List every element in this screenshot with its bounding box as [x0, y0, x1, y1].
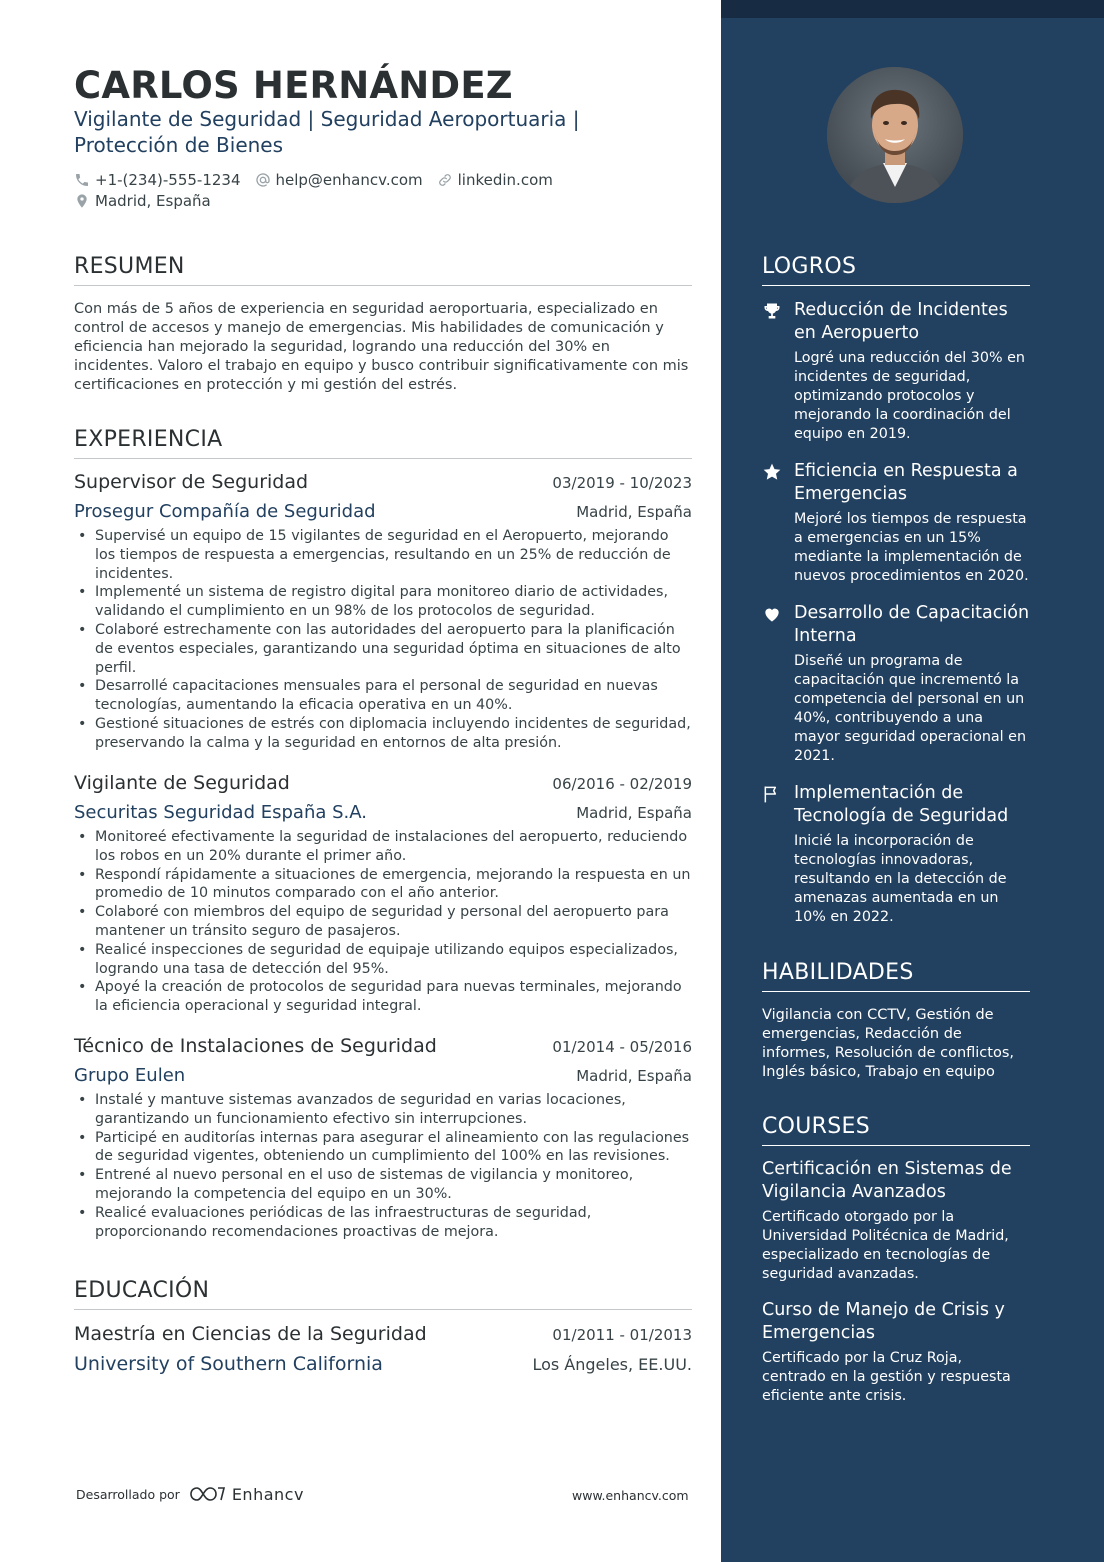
- job-entry: [74, 772, 692, 1016]
- profile-photo: [827, 67, 963, 203]
- heart-icon: [762, 604, 782, 624]
- achievement-item: [762, 460, 1032, 586]
- job-location: Madrid, España: [576, 804, 692, 822]
- achievements-heading: LOGROS: [762, 254, 1030, 286]
- job-bullets: [74, 828, 692, 1016]
- job-location: Madrid, España: [576, 503, 692, 521]
- job-bullet: • Colaboré con miembros del equipo de seguridad y personal del aeropuerto para mantener un tránsito seguro de pasajeros.: [74, 903, 692, 941]
- achievement-title: Reducción de Incidentes en Aeropuerto: [794, 300, 1008, 343]
- experience-heading: EXPERIENCIA: [74, 427, 692, 459]
- job-bullet: • Desarrollé capacitaciones mensuales para el personal de seguridad en nuevas tecnologías, aumentando la eficacia operativa en un 40%.: [74, 677, 692, 715]
- achievement-title: Eficiencia en Respuesta a Emergencias: [794, 461, 1018, 504]
- education-entry: [74, 1323, 692, 1375]
- footer-website[interactable]: www.enhancv.com: [572, 1488, 689, 1503]
- footer-branding: [76, 1484, 304, 1504]
- job-company: Prosegur Compañía de Seguridad: [74, 501, 376, 522]
- skills-heading: HABILIDADES: [762, 960, 1030, 992]
- job-entry: [74, 1035, 692, 1241]
- job-company: Securitas Seguridad España S.A.: [74, 802, 367, 823]
- avatar-illustration: [827, 67, 963, 203]
- phone-icon: [74, 172, 90, 188]
- job-bullet: • Realicé inspecciones de seguridad de equipaje utilizando equipos especializados, logrando una tasa de detección del 95%.: [74, 941, 692, 979]
- linkedin-text: linkedin.com: [457, 171, 553, 189]
- achievement-title: Implementación de Tecnología de Seguridad: [794, 783, 1009, 826]
- achievement-item: [762, 782, 1032, 927]
- course-item: [762, 1158, 1030, 1284]
- job-bullet: • Monitoreé efectivamente la seguridad de instalaciones del aeropuerto, reduciendo los robos en un 20% durante el primer año.: [74, 828, 692, 866]
- job-title: Vigilante de Seguridad: [74, 772, 290, 794]
- job-bullet: • Entrené al nuevo personal en el uso de sistemas de vigilancia y monitoreo, mejorando la competencia del equipo en un 30%.: [74, 1166, 692, 1204]
- candidate-name: CARLOS HERNÁNDEZ: [74, 64, 513, 107]
- skills-text: Vigilancia con CCTV, Gestión de emergencias, Redacción de informes, Resolución de conflictos, Inglés básico, Trabajo en equipo: [762, 1007, 1015, 1080]
- brand-name: Enhancv: [231, 1484, 304, 1504]
- sidebar-top-band: [721, 0, 1104, 18]
- education-heading: EDUCACIÓN: [74, 1278, 692, 1310]
- job-bullet: • Realicé evaluaciones periódicas de las infraestructuras de seguridad, proporcionando recomendaciones proactivas de mejora.: [74, 1204, 692, 1242]
- flag-icon: [762, 784, 782, 804]
- job-title: Supervisor de Seguridad: [74, 471, 309, 493]
- job-bullet: • Participé en auditorías internas para asegurar el alineamiento con las regulaciones de seguridad vigentes, obteniendo un cumplimiento del 100% en las revisiones.: [74, 1129, 692, 1167]
- phone-text: +1-(234)-555-1234: [95, 171, 241, 189]
- at-icon: [255, 172, 271, 188]
- summary-heading: RESUMEN: [74, 254, 692, 286]
- achievement-title: Desarrollo de Capacitación Interna: [794, 603, 1030, 646]
- job-dates: 06/2016 - 02/2019: [552, 775, 692, 793]
- contact-phone: [74, 171, 241, 189]
- email-text: help@enhancv.com: [275, 171, 423, 189]
- school-name: University of Southern California: [74, 1353, 383, 1375]
- contact-email[interactable]: [255, 171, 423, 189]
- job-bullets: [74, 527, 692, 753]
- link-icon: [437, 172, 453, 188]
- job-bullet: • Colaboré estrechamente con las autoridades del aeropuerto para la planificación de eventos especiales, garantizando una seguridad óptima en situaciones de alto perfil.: [74, 621, 692, 677]
- course-text: Certificado otorgado por la Universidad Politécnica de Madrid, especializado en tecnologías de seguridad avanzadas.: [762, 1209, 1009, 1282]
- job-bullet: • Supervisé un equipo de 15 vigilantes de seguridad en el Aeropuerto, mejorando los tiempos de respuesta a emergencias, resultando en un 25% de reducción de incidentes.: [74, 527, 692, 583]
- course-title: Certificación en Sistemas de Vigilancia Avanzados: [762, 1159, 1012, 1202]
- trophy-icon: [762, 301, 782, 321]
- degree-title: Maestría en Ciencias de la Seguridad: [74, 1323, 427, 1345]
- job-bullet: • Apoyé la creación de protocolos de seguridad para nuevas terminales, mejorando la eficiencia operacional y seguridad integral.: [74, 978, 692, 1016]
- powered-by-label: Desarrollado por: [76, 1486, 180, 1502]
- contact-linkedin[interactable]: [437, 171, 553, 189]
- course-text: Certificado por la Cruz Roja, centrado en la gestión y respuesta eficiente ante crisis.: [762, 1350, 1011, 1404]
- location-pin-icon: [74, 193, 90, 209]
- courses-heading: COURSES: [762, 1114, 1030, 1146]
- contact-row-2: [74, 192, 225, 210]
- job-bullet: • Implementé un sistema de registro digital para monitoreo diario de actividades, validando el cumplimiento en un 98% de los protocolos de seguridad.: [74, 583, 692, 621]
- job-location: Madrid, España: [576, 1067, 692, 1085]
- job-bullet: • Gestioné situaciones de estrés con diplomacia incluyendo incidentes de seguridad, preservando la calma y la seguridad en entornos de alta presión.: [74, 715, 692, 753]
- education-dates: 01/2011 - 01/2013: [552, 1326, 692, 1344]
- course-item: [762, 1299, 1030, 1406]
- achievement-text: Mejoré los tiempos de respuesta a emergencias en un 15% mediante la implementación de nuevos procedimientos en 2020.: [794, 511, 1029, 584]
- achievement-text: Diseñé un programa de capacitación que incrementó la competencia del personal en un 40%, contribuyendo a una mayor seguridad operacional en 2021.: [794, 653, 1027, 764]
- school-location: Los Ángeles, EE.UU.: [532, 1355, 692, 1374]
- job-title: Técnico de Instalaciones de Seguridad: [74, 1035, 437, 1057]
- job-bullet: • Instalé y mantuve sistemas avanzados de seguridad en varias locaciones, garantizando un funcionamiento efectivo sin interrupciones.: [74, 1091, 692, 1129]
- job-dates: 01/2014 - 05/2016: [552, 1038, 692, 1056]
- job-company: Grupo Eulen: [74, 1065, 186, 1086]
- enhancv-logo-icon: [188, 1484, 228, 1504]
- achievement-text: Logré una reducción del 30% en incidentes de seguridad, optimizando protocolos y mejorando la coordinación del equipo en 2019.: [794, 350, 1025, 442]
- contact-location: [74, 192, 211, 210]
- contact-row: [74, 171, 567, 189]
- course-title: Curso de Manejo de Crisis y Emergencias: [762, 1300, 1005, 1343]
- achievement-item: [762, 602, 1032, 766]
- summary-text: Con más de 5 años de experiencia en seguridad aeroportuaria, especializado en control de accesos y manejo de emergencias. Mis habilidades de comunicación y eficiencia han mejorado la seguridad, logrando una reducción del 30% en incidentes. Valoro el trabajo en equipo y busco contribuir significativamente con mis certificaciones en protección y mi gestión del estrés.: [74, 301, 689, 393]
- job-entry: [74, 471, 692, 753]
- candidate-title: Vigilante de Seguridad | Seguridad Aeroportuaria | Protección de Bienes: [74, 107, 580, 157]
- achievement-item: [762, 299, 1032, 444]
- location-text: Madrid, España: [95, 192, 211, 210]
- star-icon: [762, 462, 782, 482]
- job-bullet: • Respondí rápidamente a situaciones de emergencia, mejorando la respuesta en un promedio de 10 minutos comparado con el año anterior.: [74, 866, 692, 904]
- achievement-text: Inicié la incorporación de tecnologías innovadoras, resultando en la detección de amenazas aumentada en un 10% en 2022.: [794, 833, 1007, 925]
- job-dates: 03/2019 - 10/2023: [552, 474, 692, 492]
- job-bullets: [74, 1091, 692, 1241]
